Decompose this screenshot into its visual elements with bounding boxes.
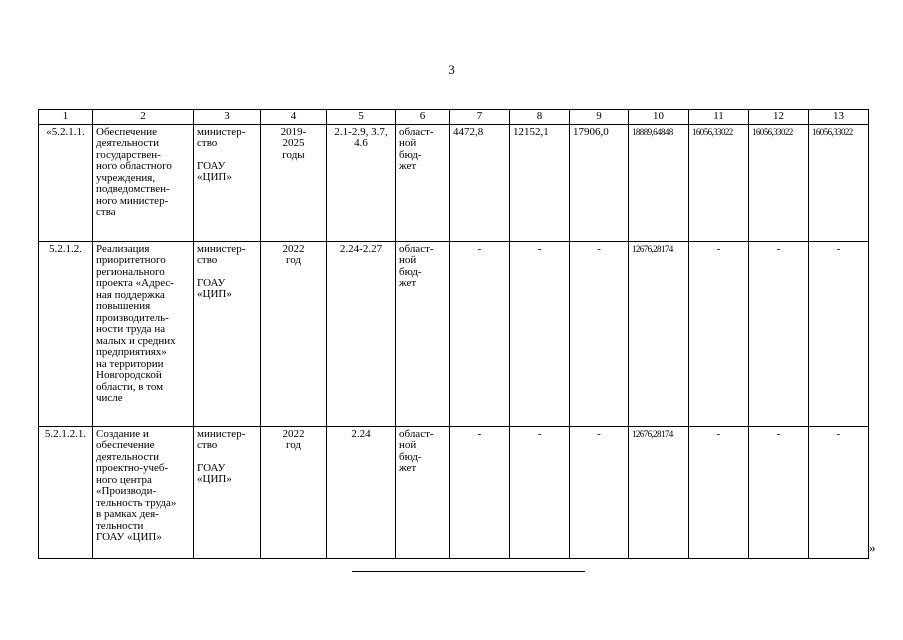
row-code: 5.2.1.2.1.	[39, 426, 93, 558]
activity-name-line: подведомствен-	[96, 183, 170, 195]
executor-line: ство	[197, 439, 218, 451]
funding-source-line: жет	[399, 277, 417, 289]
period	[261, 426, 327, 558]
funding-source-line: област-	[399, 427, 434, 440]
funding-source-line: бюд-	[399, 148, 422, 161]
activity-name-line: производитель-	[96, 311, 169, 324]
period-line: год	[285, 439, 302, 451]
funding-source-line: област-	[399, 125, 434, 138]
activity-name-line: на территории	[96, 357, 164, 370]
col-header-12: 12	[749, 110, 809, 125]
value-v8: -	[510, 241, 570, 426]
page-number: 3	[448, 62, 455, 77]
col-header-4: 4	[261, 110, 327, 125]
funding-source-line: област-	[399, 242, 434, 255]
value-v8: -	[510, 426, 570, 558]
executor-line: министер-	[197, 427, 246, 440]
row-code: «5.2.1.1.	[39, 124, 93, 241]
value-v10: 12676,28174	[629, 426, 689, 558]
activity-name-line: обеспечение	[96, 439, 155, 451]
activity-name	[93, 241, 194, 426]
value-v7: -	[450, 426, 510, 558]
budget-table	[38, 109, 869, 559]
activity-name-line: малых и средних	[96, 334, 176, 347]
value-v13: 16056,33022	[809, 124, 869, 241]
funding-source-line: жет	[399, 462, 417, 474]
table-row	[39, 124, 869, 241]
period	[261, 241, 327, 426]
activity-name-line: учреждения,	[96, 171, 156, 184]
indicators	[327, 426, 396, 558]
value-v12: 16056,33022	[749, 124, 809, 241]
value-v10: 12676,28174	[629, 241, 689, 426]
period	[261, 124, 327, 241]
value-v13: -	[809, 426, 869, 558]
value-v11: 16056,33022	[689, 124, 749, 241]
executor-line: министер-	[197, 125, 246, 138]
indicators-line: 2.1-2.9, 3.7,	[334, 125, 388, 138]
funding-source-line: бюд-	[399, 450, 422, 463]
executor-line: ство	[197, 137, 218, 149]
indicators	[327, 241, 396, 426]
activity-name-line: Обеспечение	[96, 125, 157, 138]
col-header-13: 13	[809, 110, 869, 125]
value-v13: -	[809, 241, 869, 426]
executor-gap	[197, 150, 257, 161]
activity-name-line: повышения	[96, 300, 151, 312]
period-line: год	[285, 254, 302, 266]
funding-source	[396, 426, 450, 558]
table-row	[39, 426, 869, 558]
value-v9: 17906,0	[570, 124, 629, 241]
closing-quote: »	[869, 540, 876, 555]
funding-source-line: бюд-	[399, 265, 422, 278]
executor-line: «ЦИП»	[197, 288, 232, 300]
activity-name-line: ГОАУ «ЦИП»	[96, 531, 162, 543]
col-header-10: 10	[629, 110, 689, 125]
activity-name-line: ная поддержка	[96, 288, 165, 301]
activity-name-line: проекта «Адрес-	[96, 277, 174, 289]
activity-name-line: тельности	[96, 519, 144, 532]
indicators-line: 2.24-2.27	[339, 242, 383, 255]
funding-source-line: ной	[399, 439, 417, 451]
indicators-line: 2.24	[351, 427, 371, 440]
activity-name-line: Реализация	[96, 242, 150, 255]
period-line: 2022	[282, 427, 305, 440]
col-header-6: 6	[396, 110, 450, 125]
indicators	[327, 124, 396, 241]
value-v11: -	[689, 241, 749, 426]
executor-line: «ЦИП»	[197, 473, 232, 485]
activity-name-line: деятельности	[96, 137, 159, 149]
col-header-9: 9	[570, 110, 629, 125]
funding-source-line: жет	[399, 160, 417, 172]
activity-name-line: приоритетного	[96, 254, 166, 266]
activity-name-line: ства	[96, 206, 116, 218]
funding-source	[396, 124, 450, 241]
executor	[194, 426, 261, 558]
activity-name-line: проектно-учеб-	[96, 462, 169, 474]
executor-line: министер-	[197, 242, 246, 255]
executor-line: «ЦИП»	[197, 171, 232, 183]
executor-line: ГОАУ	[197, 461, 226, 474]
activity-name-line: ного центра	[96, 473, 152, 486]
activity-name-line: области, в том	[96, 380, 164, 393]
activity-name-line: деятельности	[96, 450, 159, 463]
header-row	[39, 110, 869, 125]
value-v12: -	[749, 426, 809, 558]
value-v8: 12152,1	[510, 124, 570, 241]
activity-name	[93, 426, 194, 558]
footer-separator-line	[352, 571, 585, 572]
activity-name-line: ного областного	[96, 160, 172, 172]
activity-name	[93, 124, 194, 241]
table-row	[39, 241, 869, 426]
period-line: 2019-	[280, 125, 307, 138]
col-header-8: 8	[510, 110, 570, 125]
activity-name-line: предприятиях»	[96, 346, 167, 358]
activity-name-line: ного министер-	[96, 194, 169, 207]
col-header-2: 2	[93, 110, 194, 125]
funding-source-line: ной	[399, 254, 417, 266]
activity-name-line: государствен-	[96, 148, 161, 161]
value-v11: -	[689, 426, 749, 558]
value-v9: -	[570, 241, 629, 426]
row-code: 5.2.1.2.	[39, 241, 93, 426]
activity-name-line: в рамках дея-	[96, 508, 159, 520]
col-header-11: 11	[689, 110, 749, 125]
executor-line: ГОАУ	[197, 276, 226, 289]
value-v7: 4472,8	[450, 124, 510, 241]
activity-name-line: Новгородской	[96, 369, 162, 381]
value-v9: -	[570, 426, 629, 558]
period-line: годы	[282, 148, 305, 161]
activity-name-line: регионального	[96, 265, 165, 278]
activity-name-line: тельность труда»	[96, 496, 177, 509]
activity-name-line: числе	[96, 392, 123, 404]
executor	[194, 241, 261, 426]
executor-gap	[197, 452, 257, 463]
period-line: 2022	[282, 242, 305, 255]
value-v10: 18889,64848	[629, 124, 689, 241]
executor-line: ство	[197, 254, 218, 266]
value-v12: -	[749, 241, 809, 426]
activity-name-line: «Производи-	[96, 485, 157, 497]
col-header-1: 1	[39, 110, 93, 125]
funding-source-line: ной	[399, 137, 417, 149]
col-header-7: 7	[450, 110, 510, 125]
executor-line: ГОАУ	[197, 159, 226, 172]
indicators-line: 4.6	[354, 137, 368, 149]
funding-source	[396, 241, 450, 426]
activity-name-line: ности труда на	[96, 323, 166, 335]
value-v7: -	[450, 241, 510, 426]
col-header-3: 3	[194, 110, 261, 125]
col-header-5: 5	[327, 110, 396, 125]
executor-gap	[197, 267, 257, 278]
activity-name-line: Создание и	[96, 427, 149, 440]
period-line: 2025	[282, 137, 305, 149]
executor	[194, 124, 261, 241]
